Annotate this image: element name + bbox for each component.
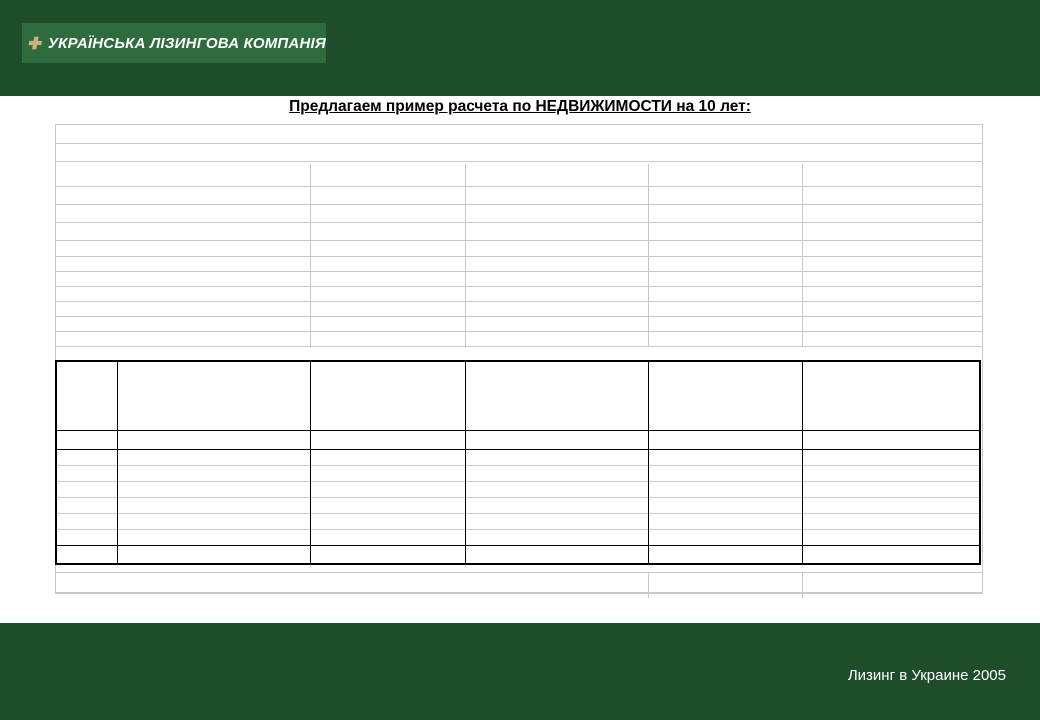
grid-line xyxy=(465,164,466,186)
grid-line xyxy=(802,301,803,316)
grid-line xyxy=(55,222,983,223)
grid-line xyxy=(648,240,649,256)
grid-line xyxy=(802,240,803,256)
grid-line xyxy=(55,592,983,593)
table-border xyxy=(648,360,649,563)
grid-line xyxy=(648,316,649,331)
column-header xyxy=(802,360,981,430)
grid-line xyxy=(802,572,803,598)
grid-line xyxy=(55,465,981,466)
column-header xyxy=(117,360,310,430)
table-border xyxy=(55,360,981,362)
column-header xyxy=(648,360,802,430)
page-title: Предлагаем пример расчета по НЕДВИЖИМОСТИ на 10 лет: xyxy=(289,98,751,115)
grid-line xyxy=(648,222,649,240)
table-border xyxy=(55,563,981,565)
grid-line xyxy=(648,256,649,271)
grid-line xyxy=(310,286,311,301)
table-border xyxy=(117,360,118,563)
grid-line xyxy=(310,331,311,346)
grid-line xyxy=(648,204,649,222)
grid-line xyxy=(310,256,311,271)
grid-line xyxy=(648,301,649,316)
grid-line xyxy=(55,161,983,162)
grid-line xyxy=(55,271,983,272)
grid-line xyxy=(310,204,311,222)
grid-line xyxy=(55,286,983,287)
grid-line xyxy=(802,331,803,346)
payment-schedule-sheet xyxy=(55,124,983,594)
table-border xyxy=(465,360,466,563)
table-border xyxy=(55,360,57,565)
column-header xyxy=(465,360,648,430)
grid-line xyxy=(310,186,311,204)
grid-line xyxy=(55,256,983,257)
company-logo xyxy=(22,23,326,63)
grid-line xyxy=(55,186,983,187)
grid-line xyxy=(802,316,803,331)
grid-line xyxy=(648,331,649,346)
grid-line xyxy=(465,256,466,271)
footer-caption: Лизинг в Украине 2005 xyxy=(847,667,1006,684)
grid-line xyxy=(648,271,649,286)
grid-line xyxy=(465,331,466,346)
grid-line xyxy=(310,164,311,186)
grid-line xyxy=(55,316,983,317)
grid-line xyxy=(465,186,466,204)
grid-line xyxy=(982,124,983,594)
grid-line xyxy=(648,186,649,204)
table-border xyxy=(802,360,803,563)
grid-line xyxy=(465,222,466,240)
table-border xyxy=(55,430,981,431)
grid-line xyxy=(310,222,311,240)
cross-logo-icon xyxy=(28,30,42,56)
table-border xyxy=(979,360,981,565)
grid-line xyxy=(465,301,466,316)
grid-line xyxy=(55,346,983,347)
column-header xyxy=(310,360,465,430)
table-border xyxy=(55,449,981,450)
grid-line xyxy=(465,316,466,331)
grid-line xyxy=(802,164,803,186)
grid-line xyxy=(465,240,466,256)
grid-line xyxy=(55,481,981,482)
grid-line xyxy=(465,286,466,301)
grid-line xyxy=(55,497,981,498)
table-border xyxy=(55,545,981,546)
grid-line xyxy=(465,271,466,286)
grid-line xyxy=(55,124,983,125)
grid-line xyxy=(55,240,983,241)
grid-line xyxy=(310,301,311,316)
grid-line xyxy=(648,572,649,598)
grid-line xyxy=(55,513,981,514)
grid-line xyxy=(310,316,311,331)
grid-line xyxy=(802,204,803,222)
grid-line xyxy=(648,164,649,186)
grid-line xyxy=(55,331,983,332)
grid-line xyxy=(55,529,981,530)
header-band xyxy=(0,0,1040,96)
grid-line xyxy=(310,271,311,286)
grid-line xyxy=(802,222,803,240)
grid-line xyxy=(465,204,466,222)
grid-line xyxy=(55,143,983,144)
grid-line xyxy=(648,286,649,301)
table-border xyxy=(310,360,311,563)
grid-line xyxy=(310,240,311,256)
company-name: УКРАЇНСЬКА ЛІЗИНГОВА КОМПАНІЯ xyxy=(47,34,326,52)
grid-line xyxy=(802,286,803,301)
grid-line xyxy=(55,301,983,302)
grid-line xyxy=(55,204,983,205)
column-header xyxy=(55,360,117,430)
grid-line xyxy=(55,572,983,573)
grid-line xyxy=(55,593,983,594)
grid-line xyxy=(802,256,803,271)
grid-line xyxy=(802,186,803,204)
grid-line xyxy=(802,271,803,286)
